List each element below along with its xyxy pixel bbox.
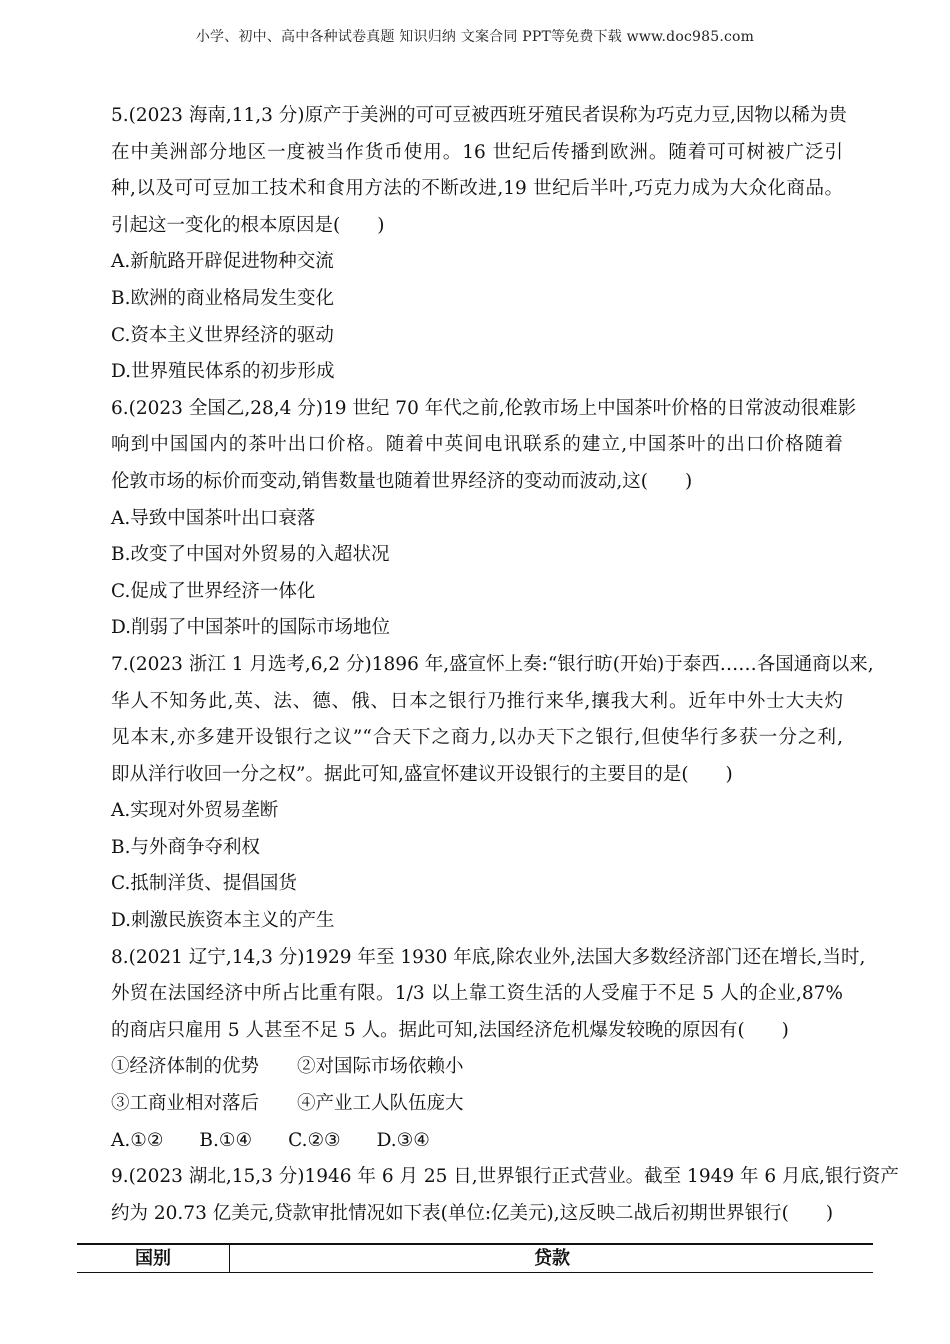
question-5-option-c: C.资本主义世界经济的驱动: [111, 324, 334, 346]
question-8-stem-line: 的商店只雇用 5 人甚至不足 5 人。据此可知,法国经济危机爆发较晚的原因有( ): [111, 1019, 789, 1041]
question-5-option-d: D.世界殖民体系的初步形成: [111, 361, 335, 383]
question-8-item-3: ③工商业相对落后: [111, 1093, 260, 1115]
question-5-stem-line: 5.(2023 海南,11,3 分)原产于美洲的可可豆被西班牙殖民者误称为巧克力豆,因物以稀为贵: [111, 105, 847, 126]
question-7-stem-line: 华人不知务此,英、法、德、俄、日本之银行乃推行来华,攘我大利。近年中外士大夫灼: [111, 690, 843, 712]
question-7: [111, 647, 874, 940]
question-7-stem-line: 7.(2023 浙江 1 月选考,6,2 分)1896 年,盛宣怀上奏:“银行昉(开始)于泰西……各国通商以来,: [111, 653, 874, 675]
question-9-stem-line: 9.(2023 湖北,15,3 分)1946 年 6 月 25 日,世界银行正式营业。截至 1949 年 6 月底,银行资产: [111, 1166, 899, 1188]
question-7-option-c: C.抵制洋货、提倡国货: [111, 873, 297, 895]
question-9: [111, 1159, 899, 1232]
question-5-stem-line: 引起这一变化的根本原因是( ): [111, 214, 385, 236]
question-6-option-b: B.改变了中国对外贸易的入超状况: [111, 544, 390, 566]
question-9-stem-line: 约为 20.73 亿美元,贷款审批情况如下表(单位:亿美元),这反映二战后初期世界银行( ): [111, 1202, 834, 1224]
question-8-item-2: ②对国际市场依赖小: [297, 1056, 464, 1078]
question-8-option-d: D.③④: [376, 1129, 430, 1151]
question-8: [111, 940, 866, 1160]
question-7-option-a: A.实现对外贸易垄断: [111, 800, 279, 822]
question-6-stem-line: 6.(2023 全国乙,28,4 分)19 世纪 70 年代之前,伦敦市场上中国茶叶价格的日常波动很难影: [111, 397, 857, 419]
question-6-option-a: A.导致中国茶叶出口衰落: [111, 507, 316, 529]
question-7-option-b: B.与外商争夺利权: [111, 836, 260, 858]
question-6-stem-line: 响到中国国内的茶叶出口价格。随着中英间电讯联系的建立,中国茶叶的出口价格随着: [111, 434, 843, 456]
question-6: [111, 391, 857, 647]
question-5-stem-line: 种,以及可可豆加工技术和食用方法的不断改进,19 世纪后半叶,巧克力成为大众化商品。: [111, 178, 843, 200]
table-header-country: 国别: [135, 1248, 171, 1269]
question-5-stem-line: 在中美洲部分地区一度被当作货币使用。16 世纪后传播到欧洲。随着可可树被广泛引: [111, 141, 843, 163]
question-6-stem-line: 伦敦市场的标价而变动,销售数量也随着世界经济的变动而波动,这( ): [111, 470, 693, 492]
question-8-stem-line: 外贸在法国经济中所占比重有限。1/3 以上靠工资生活的人受雇于不足 5 人的企业,87%: [111, 983, 843, 1005]
question-5-option-a: A.新航路开辟促进物种交流: [111, 251, 334, 273]
page-header: 小学、初中、高中各种试卷真题 知识归纳 文案合同 PPT等免费下载 www.doc985.com: [195, 29, 755, 45]
question-8-items-row: [111, 1086, 843, 1123]
question-8-option-c: C.②③: [288, 1129, 341, 1151]
question-5: [111, 98, 847, 391]
question-8-option-b: B.①④: [199, 1129, 253, 1151]
question-6-option-d: D.削弱了中国茶叶的国际市场地位: [111, 617, 391, 639]
question-6-option-c: C.促成了世界经济一体化: [111, 580, 316, 602]
question-list: [111, 98, 899, 1232]
table-header-loan: 贷款: [229, 1245, 874, 1272]
loan-table-header: [77, 1243, 873, 1273]
question-8-options-row: [111, 1123, 843, 1160]
question-8-items-row: [111, 1049, 843, 1086]
question-8-option-a: A.①②: [111, 1129, 164, 1151]
question-7-stem-line: 见本末,亦多建开设银行之议”“合天下之商力,以办天下之银行,但使华行多获一分之利,: [111, 727, 843, 749]
question-5-option-b: B.欧洲的商业格局发生变化: [111, 287, 334, 309]
question-7-option-d: D.刺激民族资本主义的产生: [111, 910, 335, 932]
question-8-stem-line: 8.(2021 辽宁,14,3 分)1929 年至 1930 年底,除农业外,法国大多数经济部门还在增长,当时,: [111, 946, 866, 968]
question-8-item-4: ④产业工人队伍庞大: [297, 1093, 464, 1115]
question-8-item-1: ①经济体制的优势: [111, 1056, 260, 1078]
question-7-stem-line: 即从洋行收回一分之权”。据此可知,盛宣怀建议开设银行的主要目的是( ): [111, 763, 733, 785]
